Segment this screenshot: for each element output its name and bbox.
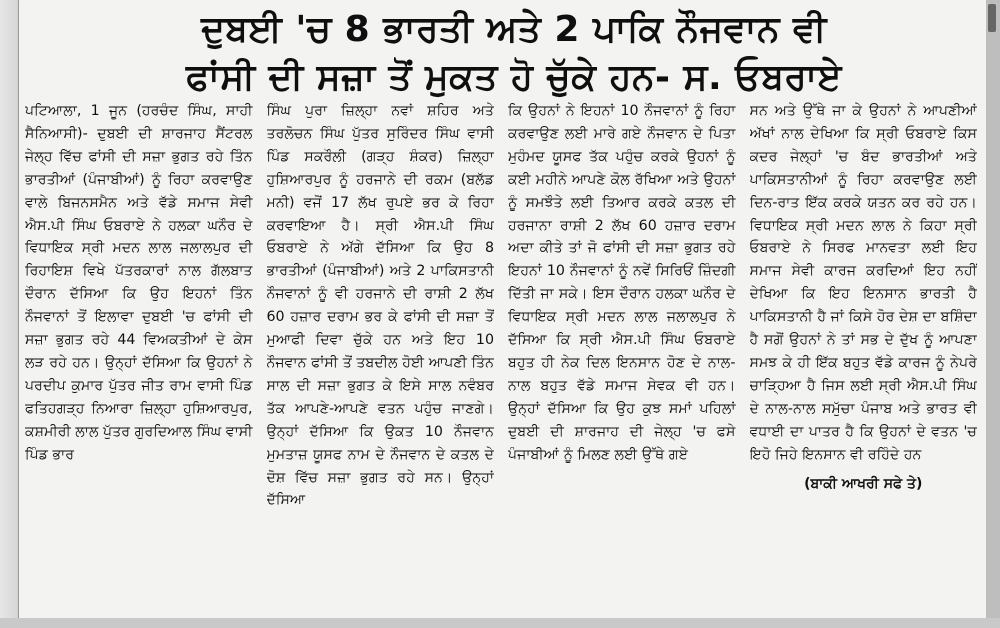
article-body — [25, 100, 977, 608]
column-text: ਸਿੰਘ ਪੁਰਾ ਜ਼ਿਲ੍ਹਾ ਨਵਾਂ ਸ਼ਹਿਰ ਅਤੇ ਤਰਲੋਚਨ ਸਿੰਘ ਪੁੱਤਰ ਸੁਰਿੰਦਰ ਸਿੰਘ ਵਾਸੀ ਪਿੰਡ ਸਕਰੌਲੀ (ਗੜ੍ਹ ਸ਼ੰਕਰ) ਜ਼ਿਲ੍ਹਾ ਹੁਸ਼ਿਆਰਪੁਰ ਨੂੰ ਹਰਜਾਨੇ ਦੀ ਰਕਮ (ਬਲੱਡ ਮਨੀ) ਵਜੋਂ 17 ਲੱਖ ਰੁਪਏ ਭਰ ਕੇ ਰਿਹਾ ਕਰਵਾਇਆ ਹੈ। ਸ੍ਰੀ ਐਸ.ਪੀ ਸਿੰਘ ਓਬਰਾਏ ਨੇ ਅੱਗੇ ਦੱਸਿਆ ਕਿ ਉਹ 8 ਭਾਰਤੀਆਂ (ਪੰਜਾਬੀਆਂ) ਅਤੇ 2 ਪਾਕਿਸਤਾਨੀ ਨੌਜਵਾਨਾਂ ਨੂੰ ਵੀ ਹਰਜਾਨੇ ਦੀ ਰਾਸ਼ੀ 2 ਲੱਖ 60 ਹਜ਼ਾਰ ਦਰਾਮ ਭਰ ਕੇ ਫਾਂਸੀ ਦੀ ਸਜ਼ਾ ਤੋਂ ਮੁਆਫੀ ਦਿਵਾ ਚੁੱਕੇ ਹਨ ਅਤੇ ਇਹ 10 ਨੌਜਵਾਨ ਫਾਂਸੀ ਤੋਂ ਤਬਦੀਲ ਹੋਈ ਆਪਣੀ ਤਿੰਨ ਸਾਲ ਦੀ ਸਜ਼ਾ ਭੁਗਤ ਕੇ ਇਸੇ ਸਾਲ ਨਵੰਬਰ ਤੱਕ ਆਪਣੇ-ਆਪਣੇ ਵਤਨ ਪਹੁੰਚ ਜਾਣਗੇ। ਉਨ੍ਹਾਂ ਦੱਸਿਆ ਕਿ ਉਕਤ 10 ਨੌਜਵਾਨ ਮੁਮਤਾਜ਼ ਯੂਸਫ ਨਾਮ ਦੇ ਨੌਜਵਾਨ ਦੇ ਕਤਲ ਦੇ ਦੋਸ਼ ਵਿੱਚ ਸਜ਼ਾ ਭੁਗਤ ਰਹੇ ਸਨ। ਉਨ੍ਹਾਂ ਦੱਸਿਆ — [266, 103, 494, 509]
column-text: ਪਟਿਆਲਾ, 1 ਜੂਨ (ਹਰਚੰਦ ਸਿੰਘ, ਸਾਹੀ ਸੈਨਿਆਸੀ)- ਦੁਬਈ ਦੀ ਸ਼ਾਰਜਾਹ ਸੈਂਟਰਲ ਜੇਲ੍ਹ ਵਿੱਚ ਫਾਂਸੀ ਦੀ ਸਜ਼ਾ ਭੁਗਤ ਰਹੇ ਤਿੰਨ ਭਾਰਤੀਆਂ (ਪੰਜਾਬੀਆਂ) ਨੂੰ ਰਿਹਾ ਕਰਵਾਉਣ ਵਾਲੇ ਬਿਜਨਸਮੈਨ ਅਤੇ ਵੱਡੇ ਸਮਾਜ ਸੇਵੀ ਐਸ.ਪੀ ਸਿੰਘ ਓਬਰਾਏ ਨੇ ਹਲਕਾ ਘਨੌਰ ਦੇ ਵਿਧਾਇਕ ਸ੍ਰੀ ਮਦਨ ਲਾਲ ਜਲਾਲਪੁਰ ਦੀ ਰਿਹਾਇਸ਼ ਵਿਖੇ ਪੱਤਰਕਾਰਾਂ ਨਾਲ ਗੱਲਬਾਤ ਦੌਰਾਨ ਦੱਸਿਆ ਕਿ ਉਹ ਇਹਨਾਂ ਤਿੰਨ ਨੌਜਵਾਨਾਂ ਤੋਂ ਇਲਾਵਾ ਦੁਬਈ 'ਚ ਫਾਂਸੀ ਦੀ ਸਜ਼ਾ ਭੁਗਤ ਰਹੇ 44 ਵਿਅਕਤੀਆਂ ਦੇ ਕੇਸ ਲੜ ਰਹੇ ਹਨ। ਉਨ੍ਹਾਂ ਦੱਸਿਆ ਕਿ ਉਹਨਾਂ ਨੇ ਪਰਦੀਪ ਕੁਮਾਰ ਪੁੱਤਰ ਜੀਤ ਰਾਮ ਵਾਸੀ ਪਿੰਡ ਫਤਿਹਗੜ੍ਹ ਨਿਆਰਾ ਜ਼ਿਲ੍ਹਾ ਹੁਸ਼ਿਆਰਪੁਰ, ਕਸ਼ਮੀਰੀ ਲਾਲ ਪੁੱਤਰ ਗੁਰਦਿਆਲ ਸਿੰਘ ਵਾਸੀ ਪਿੰਡ ਭਾਰ — [25, 103, 253, 463]
column-text: ਕਿ ਉਹਨਾਂ ਨੇ ਇਹਨਾਂ 10 ਨੌਜਵਾਨਾਂ ਨੂੰ ਰਿਹਾ ਕਰਵਾਉਣ ਲਈ ਮਾਰੇ ਗਏ ਨੌਜਵਾਨ ਦੇ ਪਿਤਾ ਮੁਹੰਮਦ ਯੂਸਫ ਤੱਕ ਪਹੁੰਚ ਕਰਕੇ ਉਹਨਾਂ ਨੂੰ ਕਈ ਮਹੀਨੇ ਆਪਣੇ ਕੋਲ ਰੱਖਿਆ ਅਤੇ ਉਹਨਾਂ ਨੂੰ ਸਮਝੌਤੇ ਲਈ ਤਿਆਰ ਕਰਕੇ ਕਤਲ ਦੀ ਹਰਜਾਨਾ ਰਾਸ਼ੀ 2 ਲੱਖ 60 ਹਜ਼ਾਰ ਦਰਾਮ ਅਦਾ ਕੀਤੇ ਤਾਂ ਜੋ ਫਾਂਸੀ ਦੀ ਸਜ਼ਾ ਭੁਗਤ ਰਹੇ ਇਹਨਾਂ 10 ਨੌਜਵਾਨਾਂ ਨੂੰ ਨਵੇਂ ਸਿਰਿਓਂ ਜ਼ਿੰਦਗੀ ਦਿੱਤੀ ਜਾ ਸਕੇ। ਇਸ ਦੌਰਾਨ ਹਲਕਾ ਘਨੌਰ ਦੇ ਵਿਧਾਇਕ ਸ੍ਰੀ ਮਦਨ ਲਾਲ ਜਲਾਲਪੁਰ ਨੇ ਦੱਸਿਆ ਕਿ ਸ੍ਰੀ ਐਸ.ਪੀ ਸਿੰਘ ਓਬਰਾਏ ਬਹੁਤ ਹੀ ਨੇਕ ਦਿਲ ਇਨਸਾਨ ਹੋਣ ਦੇ ਨਾਲ-ਨਾਲ ਬਹੁਤ ਵੱਡੇ ਸਮਾਜ ਸੇਵਕ ਵੀ ਹਨ। ਉਨ੍ਹਾਂ ਦੱਸਿਆ ਕਿ ਉਹ ਕੁਝ ਸਮਾਂ ਪਹਿਲਾਂ ਦੁਬਈ ਦੀ ਸ਼ਾਰਜਾਹ ਦੀ ਜੇਲ੍ਹ 'ਚ ਫਸੇ ਪੰਜਾਬੀਆਂ ਨੂੰ ਮਿਲਣ ਲਈ ਉੱਥੇ ਗਏ — [508, 103, 736, 463]
scan-left-edge — [0, 0, 19, 628]
article-column-4 — [750, 100, 978, 608]
headline — [59, 6, 969, 102]
newspaper-clipping — [18, 0, 989, 618]
headline-line-2: ਫਾਂਸੀ ਦੀ ਸਜ਼ਾ ਤੋਂ ਮੁਕਤ ਹੋ ਚੁੱਕੇ ਹਨ- ਸ. ਓਬਰਾਏ — [186, 57, 842, 98]
edge-mark — [988, 4, 996, 32]
headline-line-1: ਦੁਬਈ 'ਚ 8 ਭਾਰਤੀ ਅਤੇ 2 ਪਾਕਿ ਨੌਜਵਾਨ ਵੀ — [201, 9, 827, 50]
scan-bottom-edge — [0, 618, 1000, 628]
article-column-2 — [267, 100, 495, 608]
column-text: ਸਨ ਅਤੇ ਉੱਥੇ ਜਾ ਕੇ ਉਹਨਾਂ ਨੇ ਆਪਣੀਆਂ ਅੱਖਾਂ ਨਾਲ ਦੇਖਿਆ ਕਿ ਸ੍ਰੀ ਓਬਰਾਏ ਕਿਸ ਕਦਰ ਜੇਲ੍ਹਾਂ 'ਚ ਬੰਦ ਭਾਰਤੀਆਂ ਅਤੇ ਪਾਕਿਸਤਾਨੀਆਂ ਨੂੰ ਰਿਹਾ ਕਰਵਾਉਣ ਲਈ ਦਿਨ-ਰਾਤ ਇੱਕ ਕਰਕੇ ਯਤਨ ਕਰ ਰਹੇ ਹਨ। ਵਿਧਾਇਕ ਸ੍ਰੀ ਮਦਨ ਲਾਲ ਨੇ ਕਿਹਾ ਸ੍ਰੀ ਓਬਰਾਏ ਨੇ ਸਿਰਫ ਮਾਨਵਤਾ ਲਈ ਇਹ ਸਮਾਜ ਸੇਵੀ ਕਾਰਜ ਕਰਦਿਆਂ ਇਹ ਨਹੀਂ ਦੇਖਿਆ ਕਿ ਇਹ ਇਨਸਾਨ ਭਾਰਤੀ ਹੈ ਪਾਕਿਸਤਾਨੀ ਹੈ ਜਾਂ ਕਿਸੇ ਹੋਰ ਦੇਸ਼ ਦਾ ਬਸ਼ਿੰਦਾ ਹੈ ਸਗੋਂ ਉਹਨਾਂ ਨੇ ਤਾਂ ਸਭ ਦੇ ਦੁੱਖ ਨੂੰ ਆਪਣਾ ਸਮਝ ਕੇ ਹੀ ਇੱਕ ਬਹੁਤ ਵੱਡੇ ਕਾਰਜ ਨੂੰ ਨੇਪਰੇ ਚਾੜ੍ਹਿਆ ਹੈ ਜਿਸ ਲਈ ਸ੍ਰੀ ਐਸ.ਪੀ ਸਿੰਘ ਦੇ ਨਾਲ-ਨਾਲ ਸਮੁੱਚਾ ਪੰਜਾਬ ਅਤੇ ਭਾਰਤ ਵੀ ਵਧਾਈ ਦਾ ਪਾਤਰ ਹੈ ਕਿ ਉਹਨਾਂ ਦੇ ਵਤਨ 'ਚ ਇਹੋ ਜਿਹੇ ਇਨਸਾਨ ਵੀ ਰਹਿੰਦੇ ਹਨ — [749, 103, 977, 463]
article-column-3 — [508, 100, 736, 608]
scan-right-edge — [986, 0, 1000, 628]
article-column-1 — [25, 100, 253, 608]
continued-note: (ਬਾਕੀ ਆਖਰੀ ਸਫੇ ਤੇ) — [804, 475, 923, 492]
